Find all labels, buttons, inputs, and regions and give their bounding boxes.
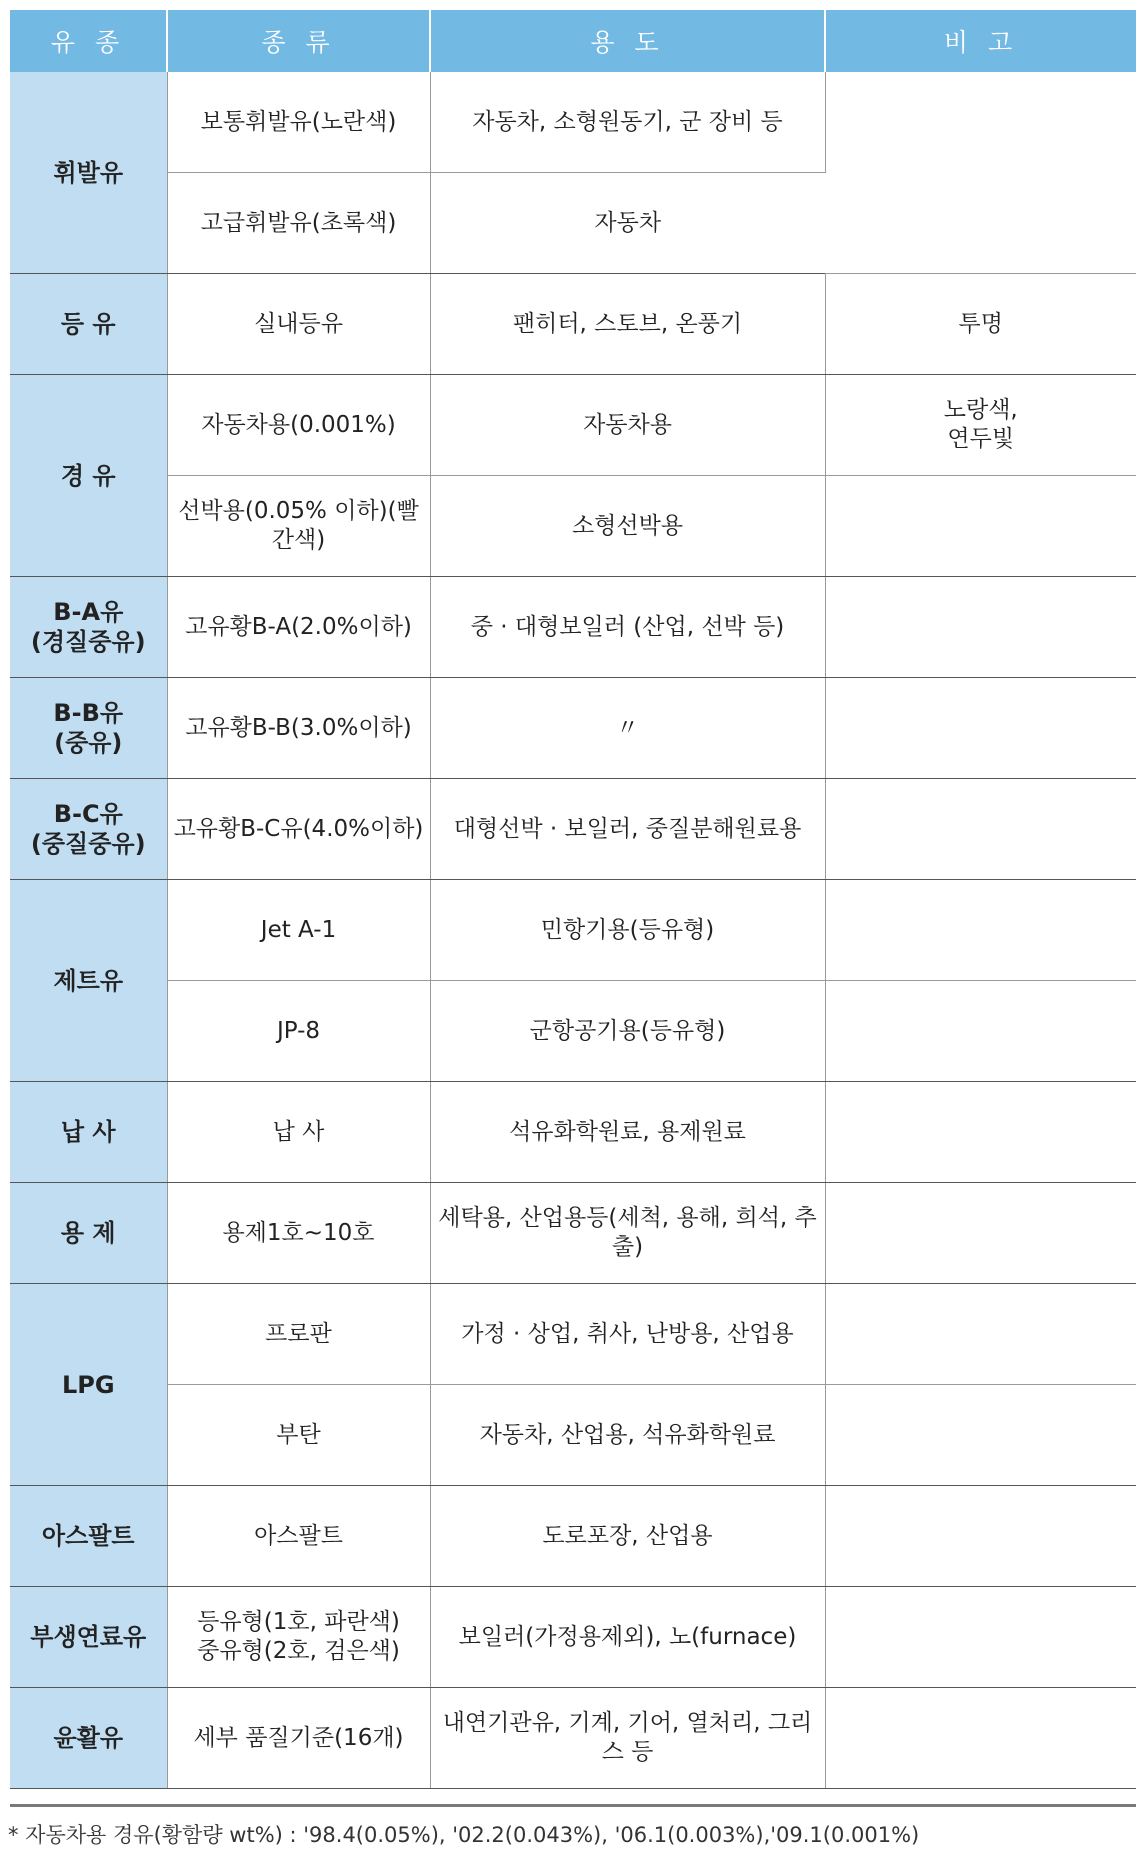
table-row <box>10 981 1136 1082</box>
fuel-usage-cell: 석유화학원료, 용제원료 <box>430 1082 825 1183</box>
fuel-usage-cell: 자동차 <box>430 173 825 274</box>
fuel-type-cell: 고유황B-A(2.0%이하) <box>167 577 430 678</box>
fuel-type-cell: 고유황B-C유(4.0%이하) <box>167 779 430 880</box>
table-row <box>10 1587 1136 1688</box>
fuel-category-cell: 납 사 <box>10 1082 167 1183</box>
fuel-type-cell: 고유황B-B(3.0%이하) <box>167 678 430 779</box>
fuel-note-cell <box>825 1587 1136 1688</box>
fuel-note-cell <box>825 1082 1136 1183</box>
header-cell: 비 고 <box>825 10 1136 72</box>
fuel-category-cell: 등 유 <box>10 274 167 375</box>
fuel-note-cell <box>825 1385 1136 1486</box>
fuel-note-cell: 투명 <box>825 274 1136 375</box>
fuel-type-cell: 보통휘발유(노란색) <box>167 72 430 173</box>
fuel-usage-cell: 가정 · 상업, 취사, 난방용, 산업용 <box>430 1284 825 1385</box>
fuel-note-cell <box>825 577 1136 678</box>
fuel-note-cell <box>825 678 1136 779</box>
fuel-type-cell: JP-8 <box>167 981 430 1082</box>
fuel-type-cell: 납 사 <box>167 1082 430 1183</box>
fuel-type-cell: 부탄 <box>167 1385 430 1486</box>
table-row <box>10 1183 1136 1284</box>
fuel-category-cell: 경 유 <box>10 375 167 577</box>
table-row <box>10 1486 1136 1587</box>
footnote: * 자동차용 경유(황함량 wt%) : '98.4(0.05%), '02.2(0.043%), '06.1(0.003%),'09.1(0.001%) <box>8 1823 920 1847</box>
table-body <box>10 72 1136 1789</box>
fuel-note-cell <box>825 1183 1136 1284</box>
table-row <box>10 476 1136 577</box>
fuel-usage-cell: 민항기용(등유형) <box>430 880 825 981</box>
fuel-usage-cell: 자동차용 <box>430 375 825 476</box>
table-row <box>10 274 1136 375</box>
fuel-note-cell <box>825 981 1136 1082</box>
table-row <box>10 375 1136 476</box>
fuel-type-cell: 고급휘발유(초록색) <box>167 173 430 274</box>
fuel-type-cell: 실내등유 <box>167 274 430 375</box>
fuel-type-cell: 등유형(1호, 파란색) 중유형(2호, 검은색) <box>167 1587 430 1688</box>
fuel-note-cell <box>825 72 1136 274</box>
fuel-usage-cell: 팬히터, 스토브, 온풍기 <box>430 274 825 375</box>
fuel-type-cell: 세부 품질기준(16개) <box>167 1688 430 1789</box>
header-cell: 유 종 <box>10 10 167 72</box>
fuel-note-cell <box>825 1688 1136 1789</box>
fuel-note-cell <box>825 1486 1136 1587</box>
fuel-usage-cell: 도로포장, 산업용 <box>430 1486 825 1587</box>
fuel-usage-cell: 〃 <box>430 678 825 779</box>
fuel-type-cell: 자동차용(0.001%) <box>167 375 430 476</box>
table-row <box>10 678 1136 779</box>
fuel-note-cell <box>825 880 1136 981</box>
table-bottom-rule <box>10 1804 1136 1807</box>
fuel-usage-cell: 내연기관유, 기계, 기어, 열처리, 그리스 등 <box>430 1688 825 1789</box>
fuel-category-cell: 용 제 <box>10 1183 167 1284</box>
table-row <box>10 72 1136 173</box>
fuel-category-cell: 제트유 <box>10 880 167 1082</box>
fuel-category-cell: 아스팔트 <box>10 1486 167 1587</box>
table-row <box>10 1385 1136 1486</box>
fuel-category-cell: LPG <box>10 1284 167 1486</box>
table-row <box>10 880 1136 981</box>
fuel-type-cell: 선박용(0.05% 이하)(빨간색) <box>167 476 430 577</box>
fuel-usage-cell: 대형선박 · 보일러, 중질분해원료용 <box>430 779 825 880</box>
fuel-category-cell: 부생연료유 <box>10 1587 167 1688</box>
fuel-usage-cell: 세탁용, 산업용등(세척, 용해, 희석, 추출) <box>430 1183 825 1284</box>
fuel-usage-cell: 군항공기용(등유형) <box>430 981 825 1082</box>
fuel-category-cell: 윤활유 <box>10 1688 167 1789</box>
fuel-classification-table <box>10 10 1136 1789</box>
fuel-note-cell <box>825 779 1136 880</box>
fuel-usage-cell: 중 · 대형보일러 (산업, 선박 등) <box>430 577 825 678</box>
header-cell: 종 류 <box>167 10 430 72</box>
table-row <box>10 1082 1136 1183</box>
fuel-note-cell <box>825 1284 1136 1385</box>
fuel-usage-cell: 소형선박용 <box>430 476 825 577</box>
fuel-type-cell: 용제1호~10호 <box>167 1183 430 1284</box>
fuel-category-cell: B-B유 (중유) <box>10 678 167 779</box>
table-row <box>10 577 1136 678</box>
fuel-type-cell: 프로판 <box>167 1284 430 1385</box>
table-row <box>10 1688 1136 1789</box>
fuel-type-cell: 아스팔트 <box>167 1486 430 1587</box>
header-cell: 용 도 <box>430 10 825 72</box>
fuel-category-cell: B-A유 (경질중유) <box>10 577 167 678</box>
table-header-row <box>10 10 1136 72</box>
fuel-usage-cell: 보일러(가정용제외), 노(furnace) <box>430 1587 825 1688</box>
table-row <box>10 779 1136 880</box>
fuel-type-cell: Jet A-1 <box>167 880 430 981</box>
fuel-note-cell: 노랑색, 연두빛 <box>825 375 1136 476</box>
fuel-category-cell: B-C유 (중질중유) <box>10 779 167 880</box>
table-row <box>10 1284 1136 1385</box>
fuel-category-cell: 휘발유 <box>10 72 167 274</box>
fuel-usage-cell: 자동차, 산업용, 석유화학원료 <box>430 1385 825 1486</box>
fuel-usage-cell: 자동차, 소형원동기, 군 장비 등 <box>430 72 825 173</box>
fuel-note-cell <box>825 476 1136 577</box>
